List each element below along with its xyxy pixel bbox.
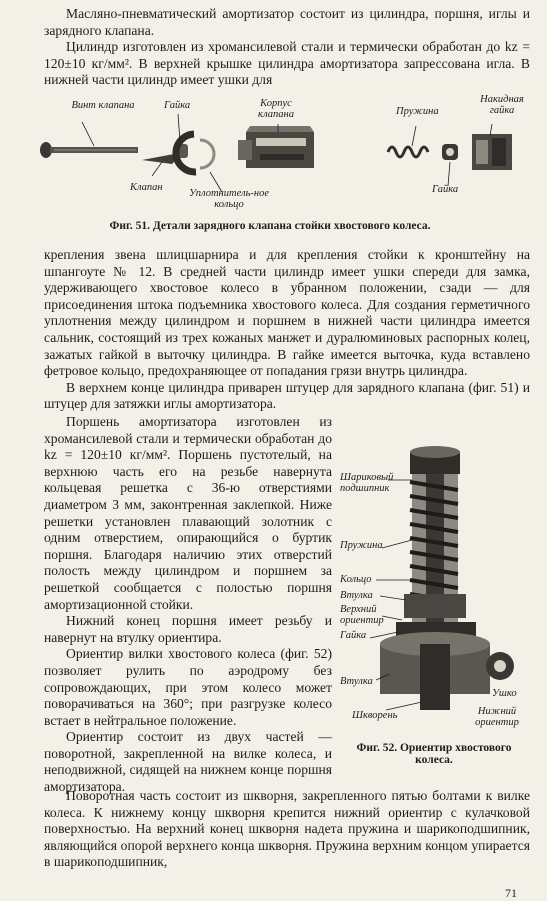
label-vtulka: Втулка [340, 590, 373, 601]
paragraph: Поворотная часть состоит из шкворня, закрепленного пятью болтами к вилке колеса. К нижнему концу шкворня крепится нижний ориентир с кулачковой поверхностью. На верхний конец шкворня надета пружина и шарикоподшипник, являющийся опорой верхнего конца шкворня. Пружина верхним концом упирается в шарикоподшипник, [44, 788, 530, 870]
label-verhniy: Верхний ориентир [340, 604, 384, 626]
top-text-block [44, 6, 530, 89]
label-gaika-2: Гайка [432, 184, 459, 195]
paragraph: Нижний конец поршня имеет резьбу и навернут на втулку ориентира. [44, 613, 332, 645]
label-vint: Винт клапана [71, 100, 135, 111]
label-nizhniy: Нижний ориентир [475, 706, 519, 728]
label-gaika: Гайка [164, 100, 191, 111]
label-korpus: Корпус клапана [257, 98, 295, 120]
label-nakidnaya: Накидная гайка [480, 94, 524, 116]
figure-51-caption: Фиг. 51. Детали зарядного клапана стойки хвостового колеса. [109, 220, 431, 232]
label-pruzhina-52: Пружина [340, 540, 383, 551]
paragraph: Поршень амортизатора изготовлен из хромансилевой стали и термически обработан до kz = 120±10 кг/мм². Поршень пустотелый, на верхнюю часть его на резьбе навернута кольцевая решетка с 36-ю отверстиями диаметром 3 мм, законтренная заклепкой. Ниже решетки установлен плавающий золотник с одним отверстием, опирающийся о буртик поршня. Благодаря наличию этих отверстий полость между цилиндром и поршнем за решеткой сообщается с полостью поршня амортизационной стойки. [44, 414, 332, 612]
label-pruzhina: Пружина [396, 106, 439, 117]
label-kolco: Кольцо [340, 574, 372, 585]
middle-text-block [44, 247, 530, 413]
label-sharik: Шариковый подшипник [340, 472, 394, 494]
label-ushko: Ушко [492, 688, 517, 699]
label-klapan: Клапан [130, 182, 163, 193]
paragraph: Ориентир вилки хвостового колеса (фиг. 52) позволяет рулить по аэродрому без сопровождающих, при этом колесо может поворачиваться на 360°; при разгрузке колесо встает в нейтральное положение. [44, 646, 332, 728]
page-number: 71 [505, 886, 517, 900]
label-shkvoren: Шкворень [352, 710, 398, 721]
bottom-text-block [44, 788, 530, 871]
label-vtulka-2: Втулка [340, 676, 373, 687]
figure-52-caption: Фиг. 52. Ориентир хвостового колеса. [356, 742, 512, 766]
paragraph: Цилиндр изготовлен из хромансилевой стали и термически обработан до kz = 120±10 кг/мм². В верхней крышке цилиндра амортизатора запрессована игла. В нижней части цилиндр имеет ушки для [44, 39, 530, 88]
label-uplotn: Уплотнитель-ное кольцо [189, 188, 269, 210]
left-column-text [44, 414, 332, 796]
paragraph: крепления звена шлицшарнира и для крепления стойки к кронштейну на шпангоуте № 12. В средней части цилиндр имеет ушки спереди для замка, удерживающего хвостовое колесо в убранном положении, сзади — для присоединения штока подъемника хвостового колеса. Для создания герметичного уплотнения между цилиндром и поршнем в нижней части цилиндра имеется сальник, состоящий из трех кожаных манжет и дуралюминовых распорных колец, зажатых гайкой в выточку цилиндра. В гайке имеется выточка, куда вставлено фетровое кольцо, предохраняющее от попадания грязи внутрь цилиндра. [44, 247, 530, 379]
label-gaika-52: Гайка [340, 630, 367, 641]
paragraph: В верхнем конце цилиндра приварен штуцер для зарядного клапана (фиг. 51) и штуцер для затяжки иглы амортизатора. [44, 379, 530, 412]
paragraph: Ориентир состоит из двух частей — поворотной, закрепленной на вилке колеса, и неподвижной, сидящей на нижнем конце поршня амортизатора. [44, 729, 332, 795]
paragraph: Масляно-пневматический амортизатор состоит из цилиндра, поршня, иглы и зарядного клапана. [44, 6, 530, 38]
